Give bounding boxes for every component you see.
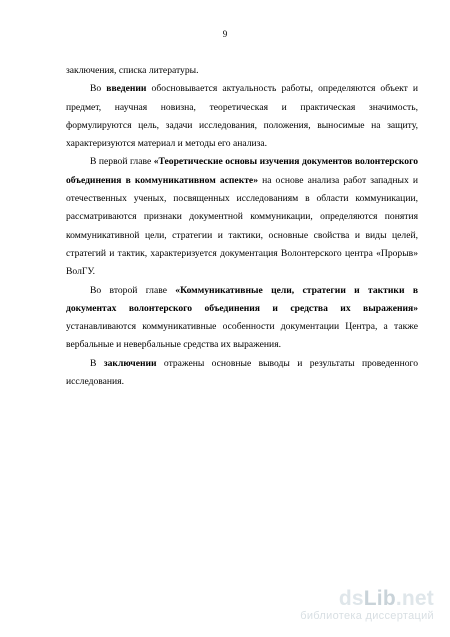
paragraph-lead: Во второй главе [90,284,176,296]
paragraph-text: отражены основные выводы и результаты проведенного исследования. [66,357,418,388]
bold-term-conclusion: заключении [103,357,157,369]
paragraph-text: обосновывается актуальность работы, определяются объект и предмет, научная новизна, теоретическая и практическая значимость, формулируются цель, задачи исследования, положения, выносимые на защиту, характеризуются материал и методы его анализа. [66,83,418,150]
paragraph-lead: В [90,357,104,369]
paragraph-text: заключения, списка литературы. [66,65,199,76]
bold-term-introduction: введении [106,83,147,95]
logo-part: .net [395,587,434,610]
paragraph-conclusion-continued [66,62,418,80]
paragraph-introduction [66,80,418,153]
watermark-subtitle: библиотека диссертаций [300,610,434,622]
paragraph-lead: В первой главе [90,156,154,168]
paragraph-chapter-two [66,282,418,355]
paragraph-conclusion [66,355,418,392]
document-body [66,62,418,391]
paragraph-text: на основе анализа работ западных и отечественных ученых, посвященных исследованиям в области коммуникации, рассматриваются признаки документной коммуникации, определяются понятия коммуникативной цели, стратегии и тактики, основные свойства и виды целей, стратегий и тактик, характеризуется документация Волонтерского центра «Прорыв» ВолГУ. [66,174,418,278]
chapter-two-title: «Коммуникативные цели, стратегии и тактики в документах волонтерского объединения и средства их выражения» [66,284,418,314]
page-number: 9 [222,29,228,39]
dslib-watermark [294,588,434,623]
logo-part: Lib [363,587,396,610]
paragraph-text: устанавливаются коммуникативные особенности документации Центра, а также вербальные и невербальные средства их выражения. [66,321,418,351]
watermark-logo [294,588,434,610]
paragraph-lead: Во [90,83,107,95]
chapter-one-title: «Теоретические основы изучения документов волонтерского объединения в коммуникативном аспекте» [66,156,418,186]
logo-part: ds [338,587,364,610]
paragraph-chapter-one [66,153,418,281]
